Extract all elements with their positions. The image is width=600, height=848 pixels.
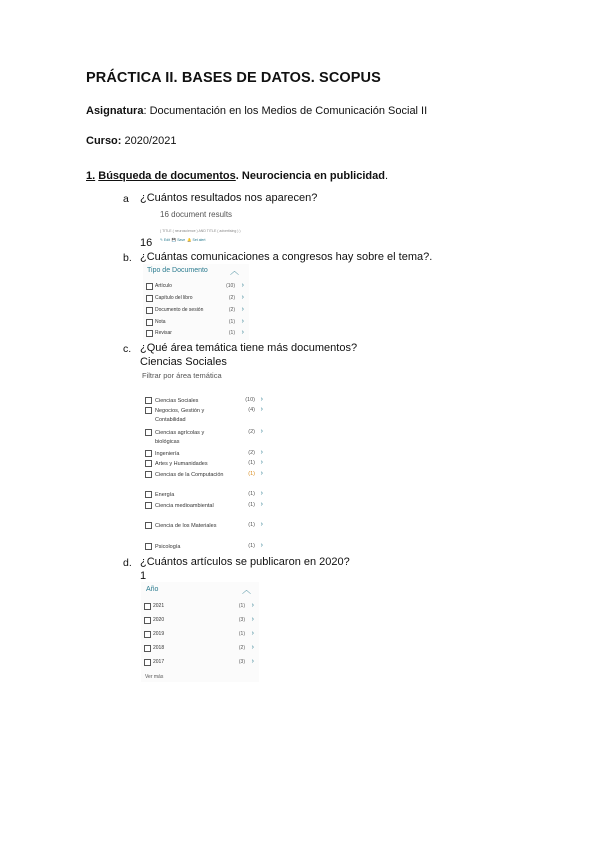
checkbox xyxy=(144,659,151,666)
chevron-right-icon: › xyxy=(251,602,254,609)
results-count-text: 16 document results xyxy=(160,210,233,219)
answer-d: 1 xyxy=(140,570,147,582)
document-type-header: Tipo de Documento xyxy=(147,267,208,274)
asignatura-label: Asignatura xyxy=(86,105,144,117)
chevron-right-icon: › xyxy=(251,616,254,623)
document-type-panel: Tipo de Documento ︿ Artículo (10) › Capítulo del libro (2) › Documento de sesión (2) › Nota (1) › Revisar (1) › xyxy=(143,264,249,340)
chevron-up-icon: ︿ xyxy=(241,585,251,595)
chevron-up-icon: ︿ xyxy=(229,266,239,276)
chevron-right-icon: › xyxy=(260,406,263,413)
section-heading-rest: . Neurociencia en publicidad xyxy=(235,170,385,182)
checkbox xyxy=(144,631,151,638)
checkbox xyxy=(146,283,153,290)
question-b-letter: b. xyxy=(123,252,132,264)
checkbox xyxy=(145,429,152,436)
section-heading-main: Búsqueda de documentos xyxy=(98,170,236,182)
answer-c: Ciencias Sociales xyxy=(140,356,227,368)
section-number: 1. xyxy=(86,170,96,182)
question-b-text: ¿Cuántas comunicaciones a congresos hay sobre el tema?. xyxy=(140,251,433,263)
question-d-letter: d. xyxy=(123,557,132,569)
checkbox xyxy=(145,397,152,404)
question-d-text: ¿Cuántos artículos se publicaron en 2020? xyxy=(140,556,350,568)
checkbox xyxy=(145,471,152,478)
chevron-right-icon: › xyxy=(260,501,263,508)
chevron-right-icon: › xyxy=(241,294,244,301)
chevron-right-icon: › xyxy=(251,644,254,651)
subject-area-panel: Filtrar por área temática Ciencias Sociales (10) › Negocios, Gestión y Contabilidad (4) › Ciencias agrícolas y biológicas (2) › Ingeniería (2) › Artes y Humanidades (1) › Ciencias de la Computación (1) › Energía (1) › Ciencia medioambiental (1) › Ciencia de los Materiales (1) › Psicología (1) › xyxy=(142,371,263,550)
checkbox xyxy=(146,307,153,314)
checkbox xyxy=(145,407,152,414)
see-more-link: Ver más xyxy=(145,674,164,680)
checkbox xyxy=(145,502,152,509)
chevron-right-icon: › xyxy=(260,490,263,497)
save-link: 💾 Save xyxy=(171,238,186,242)
curso-label: Curso: xyxy=(86,135,122,147)
chevron-right-icon: › xyxy=(260,449,263,456)
edit-link: ✎ Edit xyxy=(160,238,170,242)
set-alert-link: 🔔 Set alert xyxy=(187,238,206,242)
chevron-right-icon: › xyxy=(241,282,244,289)
chevron-right-icon: › xyxy=(260,521,263,528)
year-panel: Año ︿ 2021 (1) › 2020 (3) › 2019 (1) › 2018 (2) › 2017 (3) › Ver más xyxy=(141,582,259,682)
checkbox xyxy=(145,491,152,498)
chevron-right-icon: › xyxy=(260,542,263,549)
asignatura-value: : Documentación en los Medios de Comunicación Social II xyxy=(143,105,428,117)
section-heading-end: . xyxy=(384,170,388,182)
chevron-right-icon: › xyxy=(251,630,254,637)
checkbox xyxy=(145,450,152,457)
question-a-text: ¿Cuántos resultados nos aparecen? xyxy=(140,192,318,204)
results-screenshot xyxy=(156,207,256,245)
checkbox xyxy=(146,295,153,302)
document-title: PRÁCTICA II. BASES DE DATOS. SCOPUS xyxy=(86,70,381,86)
chevron-right-icon: › xyxy=(260,459,263,466)
checkbox xyxy=(145,460,152,467)
chevron-right-icon: › xyxy=(260,470,263,477)
answer-a: 16 xyxy=(140,237,153,249)
subject-area-header: Filtrar por área temática xyxy=(142,371,222,380)
question-a-letter: a xyxy=(123,193,129,205)
checkbox xyxy=(144,617,151,624)
chevron-right-icon: › xyxy=(241,329,244,336)
checkbox xyxy=(146,319,153,326)
curso-value: 2020/2021 xyxy=(121,135,177,147)
checkbox xyxy=(144,645,151,652)
checkbox xyxy=(146,330,153,337)
chevron-right-icon: › xyxy=(260,428,263,435)
year-header: Año xyxy=(146,586,159,593)
checkbox xyxy=(145,543,152,550)
results-actions xyxy=(160,238,206,242)
question-c-text: ¿Qué área temática tiene más documentos? xyxy=(140,342,358,354)
chevron-right-icon: › xyxy=(241,306,244,313)
checkbox xyxy=(144,603,151,610)
search-query: ( TITLE ( neuroscience ) AND TITLE ( advertising ) ) xyxy=(160,229,241,233)
curso-line xyxy=(86,135,177,147)
section-heading xyxy=(86,170,388,182)
checkbox xyxy=(145,522,152,529)
question-c-letter: c. xyxy=(123,343,132,355)
chevron-right-icon: › xyxy=(251,658,254,665)
chevron-right-icon: › xyxy=(241,318,244,325)
chevron-right-icon: › xyxy=(260,396,263,403)
asignatura-line xyxy=(86,105,427,117)
